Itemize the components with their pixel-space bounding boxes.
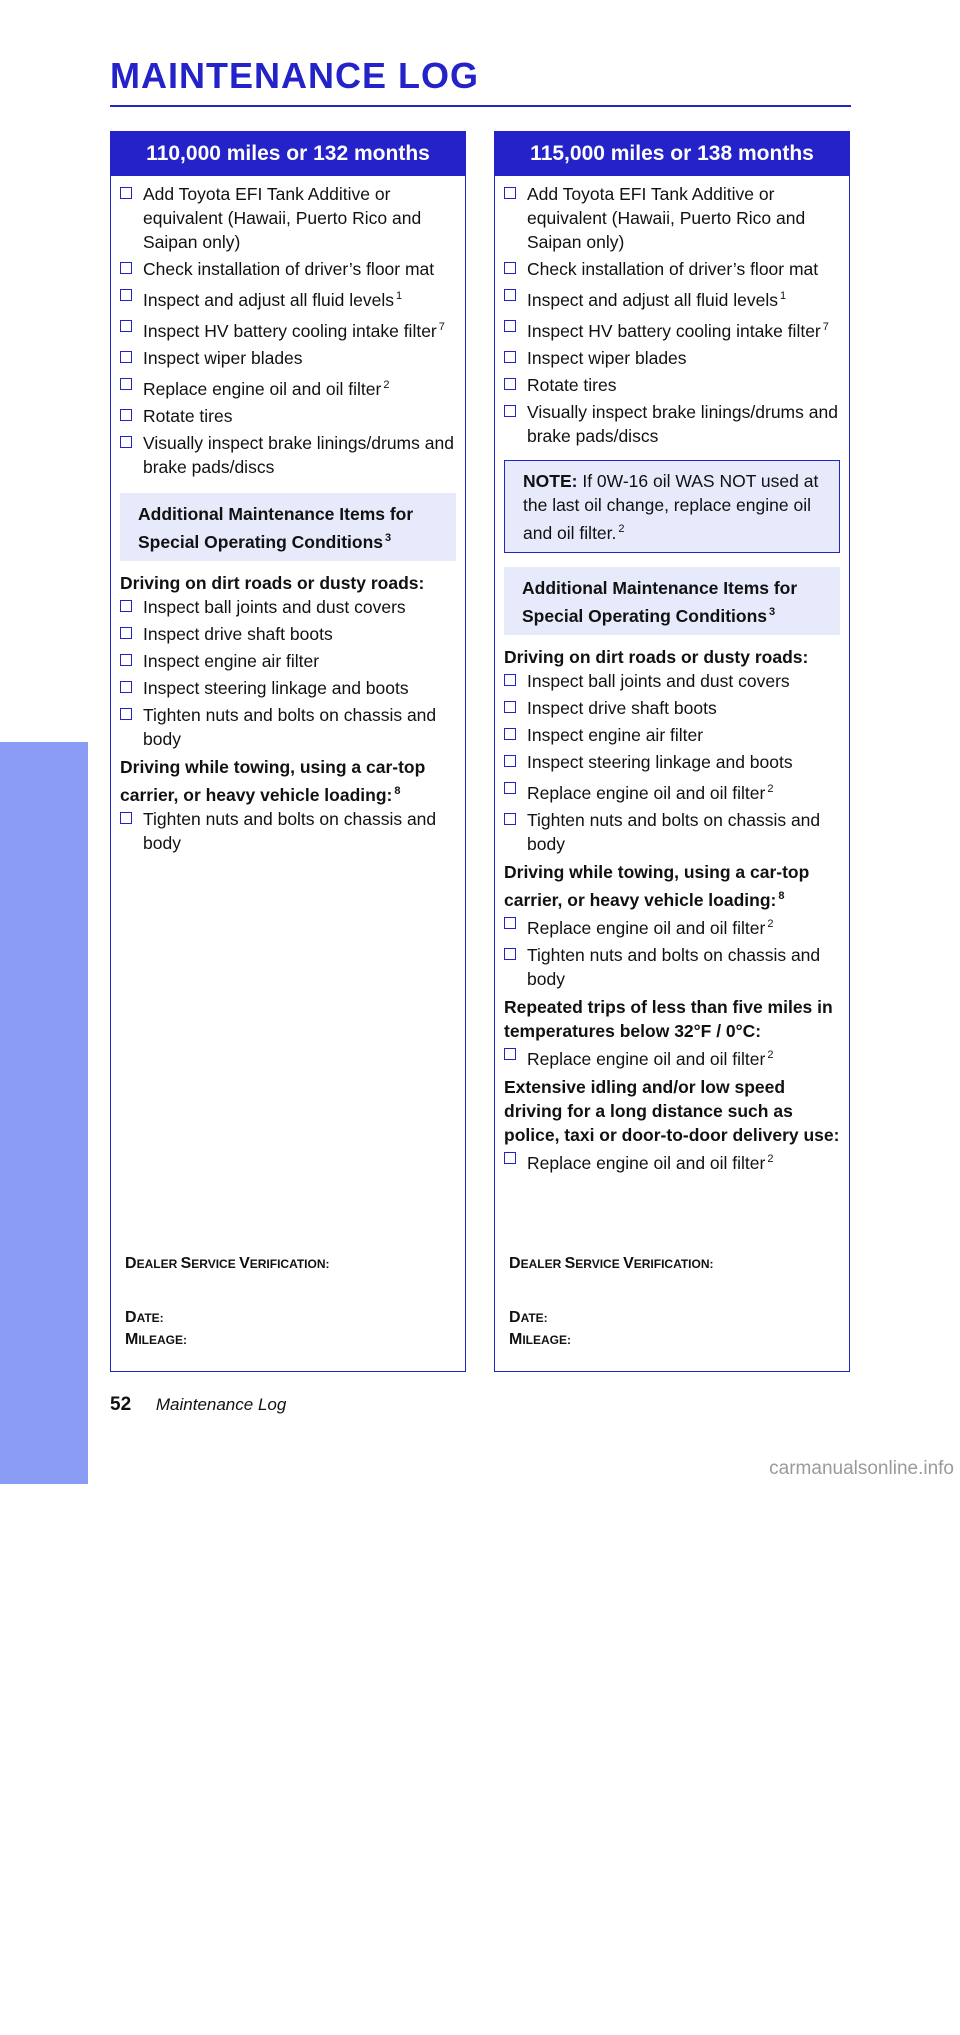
superscript-ref: 2 bbox=[618, 523, 625, 535]
note-text: If 0W-16 oil WAS NOT used at the last oil change, replace engine oil and oil filter. bbox=[523, 471, 819, 543]
checklist-item bbox=[120, 182, 456, 254]
checkbox[interactable] bbox=[120, 436, 132, 448]
item-label: Tighten nuts and bolts on chassis and body bbox=[527, 810, 821, 854]
checklist-item bbox=[504, 943, 840, 991]
verification-label: DEALER SERVICE VERIFICATION: bbox=[509, 1255, 714, 1272]
label-initial: S bbox=[180, 1255, 192, 1272]
condition-heading-text: Driving on dirt roads or dusty roads: bbox=[120, 573, 425, 593]
checkbox[interactable] bbox=[120, 812, 132, 824]
item-label: Inspect and adjust all fluid levels bbox=[143, 290, 394, 310]
checklist-item bbox=[504, 723, 840, 747]
checkbox[interactable] bbox=[504, 948, 516, 960]
item-label: Tighten nuts and bolts on chassis and body bbox=[527, 945, 821, 989]
checklist-item bbox=[504, 777, 840, 805]
checkbox[interactable] bbox=[120, 187, 132, 199]
superscript-ref: 7 bbox=[822, 321, 829, 333]
special-conditions-text: Additional Maintenance Items for Special Operating Conditions bbox=[522, 578, 798, 626]
checklist-item bbox=[120, 595, 456, 619]
checklist-item bbox=[120, 284, 456, 312]
checklist-item bbox=[120, 703, 456, 751]
superscript-ref: 1 bbox=[395, 290, 403, 302]
item-label: Add Toyota EFI Tank Additive or equivalent (Hawaii, Puerto Rico and Saipan only) bbox=[527, 184, 806, 252]
checklist-item bbox=[504, 750, 840, 774]
item-label: Replace engine oil and oil filter bbox=[143, 379, 382, 399]
watermark: carmanualsonline.info bbox=[769, 1458, 954, 1479]
checklist-item bbox=[504, 696, 840, 720]
page-footer bbox=[110, 1394, 286, 1416]
special-conditions-heading bbox=[504, 567, 840, 635]
item-label: Inspect ball joints and dust covers bbox=[143, 597, 406, 617]
checkbox[interactable] bbox=[120, 289, 132, 301]
checkbox[interactable] bbox=[504, 405, 516, 417]
checkbox[interactable] bbox=[120, 320, 132, 332]
item-label: Inspect steering linkage and boots bbox=[143, 678, 409, 698]
checklist-item bbox=[120, 649, 456, 673]
item-label: Inspect engine air filter bbox=[143, 651, 320, 671]
item-label: Rotate tires bbox=[527, 375, 617, 395]
condition-heading bbox=[120, 755, 456, 807]
card-header: 115,000 miles or 138 months bbox=[495, 132, 849, 176]
condition-heading-text: Repeated trips of less than five miles in temperatures below 32°F / 0°C: bbox=[504, 997, 833, 1041]
item-label: Inspect ball joints and dust covers bbox=[527, 671, 790, 691]
superscript-ref: 2 bbox=[767, 783, 774, 795]
checklist-item bbox=[120, 257, 456, 281]
condition-heading bbox=[120, 571, 456, 595]
item-label: Visually inspect brake linings/drums and brake pads/discs bbox=[527, 402, 838, 446]
mileage-label: MILEAGE: bbox=[125, 1331, 187, 1348]
checklist-item bbox=[504, 182, 840, 254]
checklist-item bbox=[504, 1043, 840, 1071]
item-label: Inspect engine air filter bbox=[527, 725, 704, 745]
label-initial: D bbox=[125, 1255, 137, 1272]
condition-heading-text: Driving while towing, using a car-top carrier, or heavy vehicle loading: bbox=[504, 862, 810, 910]
item-label: Replace engine oil and oil filter bbox=[527, 783, 766, 803]
checklist-item bbox=[120, 676, 456, 700]
checkbox[interactable] bbox=[504, 674, 516, 686]
verification-label: DEALER SERVICE VERIFICATION: bbox=[125, 1255, 330, 1272]
side-tab-label: MAINTENANCE bbox=[20, 1669, 67, 2035]
superscript-ref: 3 bbox=[385, 532, 392, 544]
checkbox[interactable] bbox=[504, 320, 516, 332]
checkbox[interactable] bbox=[120, 351, 132, 363]
item-label: Check installation of driver’s floor mat bbox=[527, 259, 819, 279]
condition-heading bbox=[504, 995, 840, 1043]
page-title: MAINTENANCE LOG bbox=[110, 55, 479, 96]
condition-heading-text: Driving on dirt roads or dusty roads: bbox=[504, 647, 809, 667]
superscript-ref: 8 bbox=[394, 785, 401, 797]
checklist-item bbox=[504, 808, 840, 856]
label-initial: M bbox=[509, 1331, 523, 1348]
item-label: Tighten nuts and bolts on chassis and body bbox=[143, 809, 437, 853]
log-card-115k bbox=[494, 131, 850, 1372]
note-label: NOTE: bbox=[523, 471, 578, 491]
card-content bbox=[495, 176, 849, 1175]
checklist-item bbox=[504, 400, 840, 448]
item-label: Inspect drive shaft boots bbox=[143, 624, 333, 644]
checkbox[interactable] bbox=[120, 627, 132, 639]
superscript-ref: 7 bbox=[438, 321, 445, 333]
checkbox[interactable] bbox=[504, 728, 516, 740]
label-initial: V bbox=[623, 1255, 634, 1272]
checkbox[interactable] bbox=[504, 782, 516, 794]
label-initial: D bbox=[509, 1309, 521, 1326]
item-label: Rotate tires bbox=[143, 406, 233, 426]
condition-heading bbox=[504, 860, 840, 912]
checkbox[interactable] bbox=[504, 351, 516, 363]
checkbox[interactable] bbox=[120, 378, 132, 390]
checklist-item bbox=[504, 912, 840, 940]
condition-heading bbox=[504, 645, 840, 669]
checkbox[interactable] bbox=[504, 813, 516, 825]
card-content bbox=[111, 176, 465, 855]
superscript-ref: 2 bbox=[767, 918, 774, 930]
item-label: Add Toyota EFI Tank Additive or equivalent (Hawaii, Puerto Rico and Saipan only) bbox=[143, 184, 422, 252]
checkbox[interactable] bbox=[120, 600, 132, 612]
date-label: DATE: bbox=[509, 1309, 548, 1326]
checkbox[interactable] bbox=[120, 654, 132, 666]
item-label: Inspect and adjust all fluid levels bbox=[527, 290, 778, 310]
checkbox[interactable] bbox=[504, 378, 516, 390]
item-label: Inspect drive shaft boots bbox=[527, 698, 717, 718]
checklist-item bbox=[504, 257, 840, 281]
label-initial: D bbox=[509, 1255, 521, 1272]
log-card-110k bbox=[110, 131, 466, 1372]
mileage-label: MILEAGE: bbox=[509, 1331, 571, 1348]
checklist-item bbox=[504, 284, 840, 312]
label-initial: S bbox=[564, 1255, 576, 1272]
superscript-ref: 2 bbox=[767, 1049, 774, 1061]
condition-heading-text: Extensive idling and/or low speed driving for a long distance such as police, taxi or door-to-door delivery use: bbox=[504, 1077, 840, 1145]
oil-note-box bbox=[504, 460, 840, 553]
date-label: DATE: bbox=[125, 1309, 164, 1326]
title-rule bbox=[110, 105, 851, 107]
item-label: Visually inspect brake linings/drums and brake pads/discs bbox=[143, 433, 454, 477]
item-label: Replace engine oil and oil filter bbox=[527, 918, 766, 938]
checkbox[interactable] bbox=[504, 755, 516, 767]
checkbox[interactable] bbox=[504, 289, 516, 301]
superscript-ref: 1 bbox=[779, 290, 787, 302]
label-initial: V bbox=[239, 1255, 250, 1272]
condition-heading-text: Driving while towing, using a car-top carrier, or heavy vehicle loading: bbox=[120, 757, 426, 805]
condition-heading bbox=[504, 1075, 840, 1147]
superscript-ref: 2 bbox=[767, 1153, 774, 1165]
checklist-item bbox=[120, 404, 456, 428]
checklist-item bbox=[120, 622, 456, 646]
checklist-item bbox=[504, 1147, 840, 1175]
item-label: Inspect wiper blades bbox=[143, 348, 303, 368]
item-label: Replace engine oil and oil filter bbox=[527, 1049, 766, 1069]
side-tab bbox=[0, 742, 88, 2035]
superscript-ref: 2 bbox=[383, 379, 390, 391]
special-conditions-heading bbox=[120, 493, 456, 561]
checkbox[interactable] bbox=[504, 1048, 516, 1060]
page-number: 52 bbox=[110, 1394, 132, 1415]
page-section-name: Maintenance Log bbox=[155, 1395, 287, 1414]
superscript-ref: 3 bbox=[769, 606, 776, 618]
checklist-item bbox=[504, 346, 840, 370]
item-label: Check installation of driver’s floor mat bbox=[143, 259, 435, 279]
card-header: 110,000 miles or 132 months bbox=[111, 132, 465, 176]
item-label: Inspect HV battery cooling intake filter bbox=[143, 321, 437, 341]
checklist-item bbox=[120, 431, 456, 479]
item-label: Inspect HV battery cooling intake filter bbox=[527, 321, 821, 341]
checkbox[interactable] bbox=[120, 681, 132, 693]
checklist-item bbox=[120, 346, 456, 370]
checkbox[interactable] bbox=[120, 708, 132, 720]
superscript-ref: 8 bbox=[778, 890, 785, 902]
item-label: Tighten nuts and bolts on chassis and body bbox=[143, 705, 437, 749]
checkbox[interactable] bbox=[504, 917, 516, 929]
item-label: Inspect steering linkage and boots bbox=[527, 752, 793, 772]
checklist-item bbox=[504, 373, 840, 397]
label-initial: M bbox=[125, 1331, 139, 1348]
checkbox[interactable] bbox=[120, 262, 132, 274]
checklist-item bbox=[120, 373, 456, 401]
checklist-item bbox=[504, 315, 840, 343]
checkbox[interactable] bbox=[504, 262, 516, 274]
checklist-item bbox=[504, 669, 840, 693]
checkbox[interactable] bbox=[504, 187, 516, 199]
special-conditions-text: Additional Maintenance Items for Special Operating Conditions bbox=[138, 504, 414, 552]
item-label: Replace engine oil and oil filter bbox=[527, 1153, 766, 1173]
checklist-item bbox=[120, 807, 456, 855]
checkbox[interactable] bbox=[504, 701, 516, 713]
checkbox[interactable] bbox=[120, 409, 132, 421]
label-initial: D bbox=[125, 1309, 137, 1326]
item-label: Inspect wiper blades bbox=[527, 348, 687, 368]
checkbox[interactable] bbox=[504, 1152, 516, 1164]
checklist-item bbox=[120, 315, 456, 343]
